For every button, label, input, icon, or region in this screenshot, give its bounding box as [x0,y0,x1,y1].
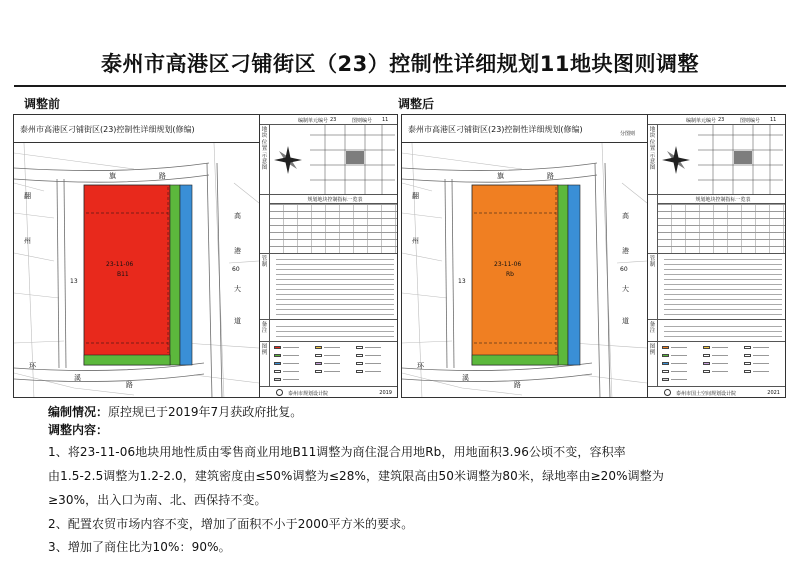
after-land-code: Rb [506,271,514,278]
before-road-label-12: 路 [126,381,133,389]
before-road-label-9: 道 [234,317,241,325]
before-unit-value: 23 [330,117,337,123]
after-road-label-13: 13 [458,278,466,285]
before-road-label-11: 溪 [74,374,81,382]
before-notes-label: 备注 [260,320,270,342]
before-unit-label: 编制单元编号 [298,118,329,124]
before-road-label-7: 60 [232,266,240,273]
after-road-label-11: 溪 [462,374,469,382]
after-map [402,143,647,398]
before-river [180,185,192,365]
before-road-label-5: 高 [234,212,241,220]
before-road-label-4: 路 [159,172,166,180]
after-location-label: 地块位置示意图 [648,125,658,195]
before-notes-text [270,320,398,342]
after-green-belt [558,185,568,365]
after-road-label-12: 路 [514,381,521,389]
after-sheet-title [402,115,647,143]
after-road-label-5: 高 [622,212,629,220]
before-control-label: 管制 [260,254,270,320]
after-location-drawing [658,125,786,195]
after-label: 调整后 [398,97,435,111]
before-table-title: 规划地块控制指标一览表 [270,195,398,204]
after-road-label-2: 州 [412,237,419,245]
title-divider [14,85,786,87]
before-map-value: 11 [382,117,389,123]
before-org-footer [270,387,398,398]
after-legend-label: 图例 [648,342,658,387]
after-map-label: 图则编号 [740,118,761,124]
before-location-label: 地块位置示意图 [260,125,270,195]
after-control-notes [658,254,786,320]
adjust-item-1-line-2: 由1.5-2.5调整为1.2-2.0，建筑密度由≤50%调整为≤28%，建筑限高由50米调整为80米，绿地率由≥20%调整为 [48,469,664,483]
after-org-footer [658,387,786,398]
before-road-label-10: 环 [29,362,36,370]
after-org-name: 泰州市国土空间规划设计院 [676,391,737,397]
before-org-year: 2019 [379,390,392,396]
after-road-label-7: 60 [620,266,628,273]
before-table-side [260,195,270,254]
after-sheet-title-text: 泰州市高港区刁铺街区(23)控制性详细规划(修编) [408,125,583,134]
after-plan-sheet [401,114,786,398]
before-map-drawing [14,143,259,398]
adjust-item-1-line-1: 1、将23-11-06地块用地性质由零售商业用地B11调整为商住混合用地Rb，用地面积3.96公顷不变，容积率 [48,445,626,459]
before-road-label-13: 13 [70,278,78,285]
after-table-title: 规划地块控制指标一览表 [658,195,786,204]
status-label: 编制情况： [48,405,109,419]
before-road-label-2: 州 [24,237,31,245]
after-legend [658,342,786,387]
after-road-label-10: 环 [417,362,424,370]
after-corner-label: 分图则 [619,131,635,137]
before-plot-code: 23-11-06 [106,261,134,268]
before-side-panel [259,115,398,398]
page-title: 泰州市高港区刁铺街区（23）控制性详细规划11地块图则调整 [101,52,699,76]
after-road-label-3: 旗 [497,172,504,180]
after-map-value: 11 [770,117,777,123]
after-road-label-9: 道 [622,317,629,325]
status-line [48,403,302,420]
before-green-belt [170,185,180,365]
before-map [14,143,259,398]
before-map-label: 图则编号 [352,118,373,124]
after-river [568,185,580,365]
before-road-label: 翻 [24,192,31,200]
before-road-label-6: 港 [234,247,241,255]
before-org-name: 泰州市规划设计院 [288,391,329,397]
before-road-label-8: 大 [234,285,241,293]
after-side-panel [647,115,786,398]
after-notes-label: 备注 [648,320,658,342]
after-plot-code: 23-11-06 [494,261,522,268]
after-unit-value: 23 [718,117,725,123]
before-org-logo-icon [276,389,283,396]
before-plan-sheet [13,114,398,398]
status-text: 原控规已于2019年7月获政府批复。 [108,405,303,419]
after-location-map [658,125,786,195]
after-road-label-8: 大 [622,285,629,293]
content-label: 调整内容： [48,423,109,437]
after-road-label-6: 港 [622,247,629,255]
before-land-code: B11 [117,271,129,278]
before-location-drawing [270,125,398,195]
before-location-map [270,125,398,195]
after-unit-label: 编制单元编号 [686,118,717,124]
before-legend-label: 图例 [260,342,270,387]
before-sheet-title-text: 泰州市高港区刁铺街区(23)控制性详细规划(修编) [20,125,195,134]
before-control-notes [270,254,398,320]
before-indicator-table [270,204,398,254]
after-notes-text [658,320,786,342]
before-label: 调整前 [24,97,61,111]
after-indicator-table [658,204,786,254]
before-legend [270,342,398,387]
adjust-item-3: 3、增加了商住比为10%：90%。 [48,540,231,554]
after-map-drawing [402,143,647,398]
before-road-label-3: 旗 [109,172,116,180]
before-sheet-title [14,115,259,143]
adjust-item-1-line-3: ≥30%，出入口为南、北、西保持不变。 [48,493,267,507]
after-road-label: 翻 [412,192,419,200]
after-org-logo-icon [664,389,671,396]
after-org-year: 2021 [767,390,780,396]
adjust-item-2: 2、配置农贸市场内容不变，增加了面积不小于2000平方米的要求。 [48,517,414,531]
after-road-label-4: 路 [547,172,554,180]
after-plot-area [472,185,558,365]
after-table-side [648,195,658,254]
after-side-header [648,115,786,125]
after-control-label: 管制 [648,254,658,320]
before-side-header [260,115,398,125]
